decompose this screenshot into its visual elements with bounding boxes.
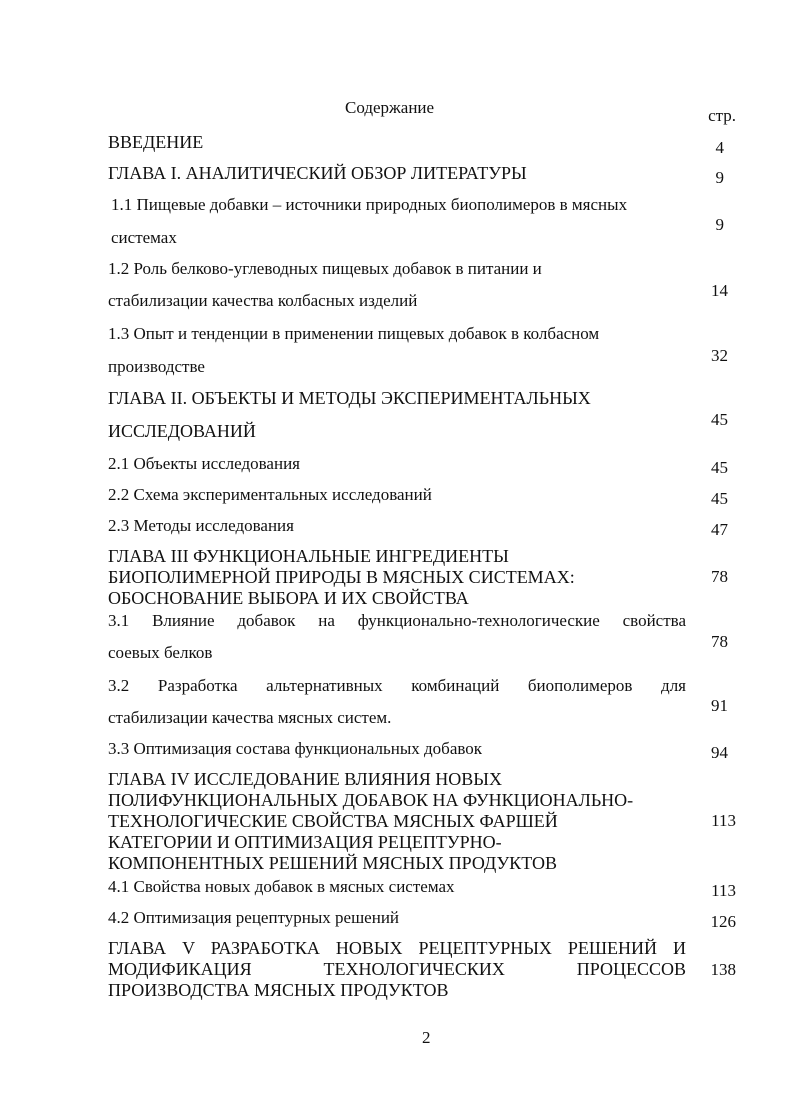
toc-entry-1-1-line-2: системах xyxy=(111,228,177,247)
toc-entry-chapter-4-line-4: КАТЕГОРИИ И ОПТИМИЗАЦИЯ РЕЦЕПТУРНО- xyxy=(108,832,502,852)
toc-entry-4-1: 4.1 Свойства новых добавок в мясных системах xyxy=(108,877,455,896)
page-title: Содержание xyxy=(345,98,435,117)
toc-entry-chapter-3-line-1: ГЛАВА III ФУНКЦИОНАЛЬНЫЕ ИНГРЕДИЕНТЫ xyxy=(108,546,509,566)
toc-entry-3-3: 3.3 Оптимизация состава функциональных добавок xyxy=(108,739,483,758)
toc-page-2-1: 45 xyxy=(711,458,728,477)
toc-entry-2-3: 2.3 Методы исследования xyxy=(108,516,294,535)
toc-entry-chapter-1: ГЛАВА I. АНАЛИТИЧЕСКИЙ ОБЗОР ЛИТЕРАТУРЫ xyxy=(108,163,527,183)
toc-entry-chapter-5-line-3: ПРОИЗВОДСТВА МЯСНЫХ ПРОДУКТОВ xyxy=(108,980,449,1000)
toc-page-chapter-2: 45 xyxy=(711,410,728,429)
toc-entry-1-3-line-2: производстве xyxy=(108,357,205,376)
toc-entry-intro: ВВЕДЕНИЕ xyxy=(108,132,204,152)
toc-entry-3-2-line-1: 3.2 Разработка альтернативных комбинаций биополимеров для xyxy=(108,676,686,695)
toc-page-1-1: 9 xyxy=(715,215,724,234)
toc-page-3-3: 94 xyxy=(711,743,728,762)
toc-entry-1-2-line-1: 1.2 Роль белково-углеводных пищевых добавок в питании и xyxy=(108,259,542,278)
page-number: 2 xyxy=(422,1028,431,1047)
toc-page-intro: 4 xyxy=(715,138,724,157)
toc-page-3-1: 78 xyxy=(711,632,728,651)
toc-entry-3-2-line-2: стабилизации качества мясных систем. xyxy=(108,708,392,727)
toc-page-1-2: 14 xyxy=(711,281,728,300)
toc-entry-chapter-2-line-2: ИССЛЕДОВАНИЙ xyxy=(108,421,256,441)
toc-entry-2-1: 2.1 Объекты исследования xyxy=(108,454,300,473)
toc-entry-chapter-5-line-1: ГЛАВА V РАЗРАБОТКА НОВЫХ РЕЦЕПТУРНЫХ РЕШЕНИЙ И xyxy=(108,938,686,958)
toc-entry-3-1-line-2: соевых белков xyxy=(108,643,213,662)
toc-entry-chapter-2-line-1: ГЛАВА II. ОБЪЕКТЫ И МЕТОДЫ ЭКСПЕРИМЕНТАЛЬНЫХ xyxy=(108,388,591,408)
toc-page-4-2: 126 xyxy=(710,912,736,931)
toc-page-2-3: 47 xyxy=(711,520,728,539)
toc-page-1-3: 32 xyxy=(711,346,728,365)
toc-entry-2-2: 2.2 Схема экспериментальных исследований xyxy=(108,485,432,504)
toc-entry-chapter-3-line-3: ОБОСНОВАНИЕ ВЫБОРА И ИХ СВОЙСТВА xyxy=(108,588,469,608)
toc-page-chapter-4: 113 xyxy=(711,811,736,830)
toc-page-3-2: 91 xyxy=(711,696,728,715)
toc-entry-chapter-3-line-2: БИОПОЛИМЕРНОЙ ПРИРОДЫ В МЯСНЫХ СИСТЕМАХ: xyxy=(108,567,575,587)
toc-page-2-2: 45 xyxy=(711,489,728,508)
toc-entry-1-2-line-2: стабилизации качества колбасных изделий xyxy=(108,291,418,310)
toc-entry-3-1-line-1: 3.1 Влияние добавок на функционально-технологические свойства xyxy=(108,611,686,630)
toc-entry-chapter-4-line-1: ГЛАВА IV ИССЛЕДОВАНИЕ ВЛИЯНИЯ НОВЫХ xyxy=(108,769,502,789)
toc-entry-chapter-4-line-2: ПОЛИФУНКЦИОНАЛЬНЫХ ДОБАВОК НА ФУНКЦИОНАЛЬНО- xyxy=(108,790,634,810)
toc-entry-chapter-5-line-2: МОДИФИКАЦИЯ ТЕХНОЛОГИЧЕСКИХ ПРОЦЕССОВ xyxy=(108,959,686,979)
toc-entry-1-3-line-1: 1.3 Опыт и тенденции в применении пищевых добавок в колбасном xyxy=(108,324,600,343)
toc-entry-chapter-4-line-5: КОМПОНЕНТНЫХ РЕШЕНИЙ МЯСНЫХ ПРОДУКТОВ xyxy=(108,853,557,873)
toc-entry-chapter-4-line-3: ТЕХНОЛОГИЧЕСКИЕ СВОЙСТВА МЯСНЫХ ФАРШЕЙ xyxy=(108,811,558,831)
toc-entry-1-1-line-1: 1.1 Пищевые добавки – источники природных биополимеров в мясных xyxy=(111,195,628,214)
toc-page-chapter-1: 9 xyxy=(715,168,724,187)
toc-page-chapter-3: 78 xyxy=(711,567,728,586)
page-column-header: стр. xyxy=(708,106,736,125)
toc-page-4-1: 113 xyxy=(711,881,736,900)
toc-entry-4-2: 4.2 Оптимизация рецептурных решений xyxy=(108,908,400,927)
toc-page-chapter-5: 138 xyxy=(710,960,736,979)
